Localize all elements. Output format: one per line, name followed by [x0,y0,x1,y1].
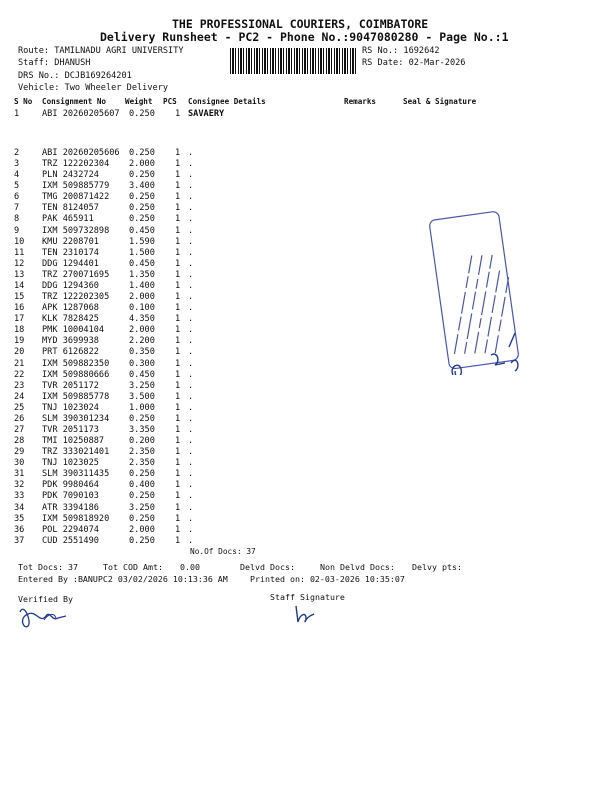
row-pcs: 1 [175,225,181,236]
delivery-stamp-icon [425,205,530,375]
table-row [14,303,214,314]
row-sno: 36 [14,524,25,535]
row-consignment-no: PMK 10004104 [42,325,105,336]
row-consignment-no: TMG 200871422 [42,192,110,203]
row-pcs: 1 [175,292,181,303]
row-sno: 34 [14,502,25,513]
row-weight: 0.250 [129,491,155,502]
row-consignee-details: . [188,280,194,291]
row-sno: 27 [14,425,25,435]
table-row [14,514,214,525]
row-weight: 0.250 [129,192,155,203]
row-weight: 0.250 [129,109,155,119]
row-sno: 24 [14,391,25,402]
printed-on: Printed on: 02-03-2026 10:35:07 [250,574,405,584]
row-sno: 5 [14,181,20,192]
row-pcs: 1 [175,524,181,535]
row-pcs: 1 [175,369,181,380]
drs-number: DRS No.: DCJB169264201 [18,71,132,81]
row-sno: 35 [14,513,25,524]
table-row [14,359,214,370]
row-weight: 3.350 [129,425,155,435]
row-sno: 10 [14,236,25,247]
row-pcs: 1 [175,192,181,203]
row-consignment-no: IXM 509732898 [42,225,110,236]
staff-signature-scribble [290,602,320,626]
table-row [14,525,214,536]
row-consignee-details: . [188,491,194,502]
row-consignee-details: . [188,269,194,280]
barcode-graphic [230,48,358,74]
row-consignee-details: . [188,336,194,347]
non-delvd-docs: Non Delvd Docs: [320,562,395,572]
row-pcs: 1 [175,480,181,491]
row-weight: 0.250 [129,513,155,524]
row-weight: 1.590 [129,236,155,247]
row-sno: 30 [14,458,25,469]
row-weight: 0.250 [129,148,155,158]
table-row [14,370,214,381]
row-consignment-no: PLN 2432724 [42,170,99,181]
row-weight: 1.400 [129,280,155,291]
page-title: Delivery Runsheet - PC2 - Phone No.:9047080280 - Page No.:1 [100,30,509,44]
row-consignee-details: . [188,325,194,336]
row-consignment-no: TRZ 122202305 [42,292,110,303]
row-weight: 0.450 [129,369,155,380]
row-consignment-no: PDK 9980464 [42,480,99,491]
row-weight: 0.450 [129,258,155,269]
row-sno: 18 [14,325,25,336]
row-pcs: 1 [175,181,181,192]
row-pcs: 1 [175,535,181,546]
row-pcs: 1 [175,513,181,524]
row-consignee-details: . [188,524,194,535]
row-consignee-details: . [188,358,194,369]
row-consignee-details: . [188,236,194,247]
table-row [14,281,214,292]
row-pcs: 1 [175,148,181,158]
row-pcs: 1 [175,109,181,119]
row-pcs: 1 [175,159,181,170]
table-row [14,503,214,514]
row-sno: 31 [14,469,25,480]
row-consignment-no: IXM 509885778 [42,391,110,402]
row-sno: 12 [14,258,25,269]
row-consignment-no: IXM 509885779 [42,181,110,192]
row-consignee-details: . [188,469,194,480]
row-consignee-details: . [188,391,194,402]
row-sno: 7 [14,203,20,214]
row-consignee-details: . [188,347,194,358]
row-consignee-details: SAVAERY [188,109,225,119]
row-consignee-details: . [188,214,194,225]
row-weight: 0.250 [129,469,155,480]
row-weight: 3.400 [129,181,155,192]
staff-label: Staff: DHANUSH [18,58,91,68]
row-sno: 6 [14,192,20,203]
row-weight: 0.300 [129,358,155,369]
row-pcs: 1 [175,236,181,247]
row-weight: 3.250 [129,380,155,391]
row-sno: 8 [14,214,20,225]
row-consignment-no: IXM 509880666 [42,369,110,380]
table-row [14,226,214,237]
row-pcs: 1 [175,458,181,469]
table-row [14,248,214,259]
row-pcs: 1 [175,269,181,280]
row-pcs: 1 [175,303,181,314]
row-consignment-no: APK 1287068 [42,303,99,314]
row-weight: 2.350 [129,458,155,469]
staff-signature-label: Staff Signature [270,592,345,602]
row-sno: 1 [14,109,20,119]
row-consignment-no: IXM 509818920 [42,513,110,524]
row-weight: 0.350 [129,347,155,358]
col-header-pcs: PCS [163,97,177,106]
row-consignment-no: TEN 8124057 [42,203,99,214]
rs-date: RS Date: 02-Mar-2026 [362,58,466,68]
vehicle-label: Vehicle: Two Wheeler Delivery [18,83,169,93]
row-consignee-details: . [188,247,194,258]
col-header-sno: S No [14,97,33,106]
row-consignee-details: . [188,425,194,435]
company-name: THE PROFESSIONAL COURIERS, COIMBATORE [172,17,429,31]
table-row [14,403,214,414]
row-consignee-details: . [188,413,194,424]
row-consignee-details: . [188,181,194,192]
tot-cod-label: Tot COD Amt: [103,562,163,572]
row-consignment-no: TRZ 270071695 [42,269,110,280]
row-sno: 9 [14,225,20,236]
no-of-docs: No.Of Docs: 37 [190,547,256,556]
table-row [14,336,214,347]
table-row [14,469,214,480]
row-weight: 3.250 [129,502,155,513]
row-consignment-no: ABI 20260205606 [42,148,120,158]
row-pcs: 1 [175,425,181,435]
row-consignment-no: PAK 465911 [42,214,94,225]
row-pcs: 1 [175,413,181,424]
row-sno: 4 [14,170,20,181]
row-consignee-details: . [188,170,194,181]
row-pcs: 1 [175,314,181,325]
row-consignee-details: . [188,402,194,413]
row-consignee-details: . [188,225,194,236]
col-header-seal-signature: Seal & Signature [403,97,477,106]
row-consignment-no: PRT 6126822 [42,347,99,358]
table-row [14,214,214,225]
verified-signature-scribble [14,600,74,630]
row-weight: 2.000 [129,325,155,336]
row-pcs: 1 [175,502,181,513]
row-consignment-no: KMU 2208701 [42,236,99,247]
table-row [14,109,225,120]
row-pcs: 1 [175,214,181,225]
table-row [14,170,214,181]
row-sno: 20 [14,347,25,358]
row-consignment-no: TRZ 333021401 [42,447,110,458]
row-pcs: 1 [175,347,181,358]
table-row [14,392,214,403]
row-pcs: 1 [175,491,181,502]
row-sno: 32 [14,480,25,491]
row-sno: 25 [14,402,25,413]
row-weight: 2.000 [129,159,155,170]
row-sno: 15 [14,292,25,303]
row-weight: 0.250 [129,214,155,225]
row-consignment-no: MYD 3699938 [42,336,99,347]
table-row [14,203,214,214]
col-header-remarks: Remarks [344,97,377,106]
row-consignee-details: . [188,436,194,447]
row-weight: 0.100 [129,303,155,314]
row-consignment-no: SLM 390311435 [42,469,110,480]
row-weight: 0.250 [129,535,155,546]
row-consignment-no: ATR 3394186 [42,502,99,513]
row-weight: 2.350 [129,447,155,458]
row-pcs: 1 [175,203,181,214]
row-weight: 0.250 [129,203,155,214]
row-weight: 0.450 [129,225,155,236]
row-weight: 2.000 [129,524,155,535]
row-consignee-details: . [188,314,194,325]
row-consignee-details: . [188,458,194,469]
row-consignee-details: . [188,513,194,524]
row-sno: 23 [14,380,25,391]
row-consignment-no: DDG 1294401 [42,258,99,269]
table-row [14,347,214,358]
row-weight: 2.200 [129,336,155,347]
row-weight: 0.250 [129,413,155,424]
delvy-pts: Delvy pts: [412,562,462,572]
row-consignment-no: IXM 509882350 [42,358,110,369]
row-consignment-no: TEN 2310174 [42,247,99,258]
row-sno: 14 [14,280,25,291]
verified-by-label: Verified By [18,594,73,604]
row-consignee-details: . [188,303,194,314]
row-sno: 22 [14,369,25,380]
row-sno: 29 [14,447,25,458]
row-consignment-no: TVR 2051172 [42,380,99,391]
row-sno: 16 [14,303,25,314]
row-consignee-details: . [188,447,194,458]
col-header-consignment: Consignment No [42,97,107,106]
table-row [14,480,214,491]
table-row [14,192,214,203]
row-consignee-details: . [188,292,194,303]
row-consignee-details: . [188,203,194,214]
route-label: Route: TAMILNADU AGRI UNIVERSITY [18,46,184,56]
table-row [14,436,214,447]
row-consignee-details: . [188,192,194,203]
col-header-weight: Weight [125,97,153,106]
row-weight: 1.350 [129,269,155,280]
rs-number: RS No.: 1692642 [362,46,440,56]
row-consignment-no: ABI 20260205607 [42,109,120,119]
row-pcs: 1 [175,280,181,291]
table-row [14,181,214,192]
row-consignee-details: . [188,480,194,491]
row-weight: 4.350 [129,314,155,325]
row-pcs: 1 [175,391,181,402]
table-row [14,414,214,425]
row-consignment-no: KLK 7828425 [42,314,99,325]
row-consignee-details: . [188,502,194,513]
table-row [14,292,214,303]
row-weight: 1.500 [129,247,155,258]
table-row [14,491,214,502]
row-consignment-no: TVR 2051173 [42,425,99,435]
row-pcs: 1 [175,325,181,336]
col-header-consignee: Consignee Details [188,97,266,106]
row-consignee-details: . [188,159,194,170]
row-weight: 2.000 [129,292,155,303]
row-sno: 3 [14,159,20,170]
table-row [14,381,214,392]
row-sno: 19 [14,336,25,347]
delvd-docs: Delvd Docs: [240,562,295,572]
row-consignment-no: POL 2294074 [42,524,99,535]
table-row [14,259,214,270]
tot-docs: Tot Docs: 37 [18,562,78,572]
row-weight: 0.400 [129,480,155,491]
row-pcs: 1 [175,258,181,269]
tot-cod-value: 0.00 [180,562,200,572]
table-row [14,148,214,159]
table-row [14,159,214,170]
table-row [14,325,214,336]
entered-by: Entered By :BANUPC2 03/02/2026 10:13:36 AM [18,574,228,584]
row-sno: 28 [14,436,25,447]
table-row [14,536,214,547]
table-row [14,447,214,458]
row-sno: 21 [14,358,25,369]
row-pcs: 1 [175,336,181,347]
row-pcs: 1 [175,170,181,181]
row-consignment-no: TNJ 1023024 [42,402,99,413]
row-sno: 2 [14,148,20,158]
row-consignee-details: . [188,369,194,380]
row-weight: 0.200 [129,436,155,447]
row-weight: 0.250 [129,170,155,181]
row-weight: 1.000 [129,402,155,413]
table-row [14,270,214,281]
row-pcs: 1 [175,247,181,258]
row-sno: 11 [14,247,25,258]
row-sno: 33 [14,491,25,502]
table-row [14,237,214,248]
row-weight: 3.500 [129,391,155,402]
row-sno: 17 [14,314,25,325]
row-consignee-details: . [188,535,194,546]
table-row [14,425,214,436]
row-consignment-no: DDG 1294360 [42,280,99,291]
row-sno: 26 [14,413,25,424]
row-sno: 37 [14,535,25,546]
row-consignee-details: . [188,380,194,391]
row-pcs: 1 [175,469,181,480]
row-consignment-no: CUD 2551490 [42,535,99,546]
row-pcs: 1 [175,358,181,369]
row-consignment-no: TMI 10250887 [42,436,105,447]
row-pcs: 1 [175,402,181,413]
table-row [14,314,214,325]
row-consignee-details: . [188,148,194,158]
row-consignment-no: SLM 390301234 [42,413,110,424]
row-pcs: 1 [175,436,181,447]
row-consignment-no: PDK 7090103 [42,491,99,502]
row-sno: 13 [14,269,25,280]
row-consignment-no: TNJ 1023025 [42,458,99,469]
row-pcs: 1 [175,380,181,391]
row-consignee-details: . [188,258,194,269]
table-row [14,458,214,469]
row-pcs: 1 [175,447,181,458]
row-consignment-no: TRZ 122202304 [42,159,110,170]
